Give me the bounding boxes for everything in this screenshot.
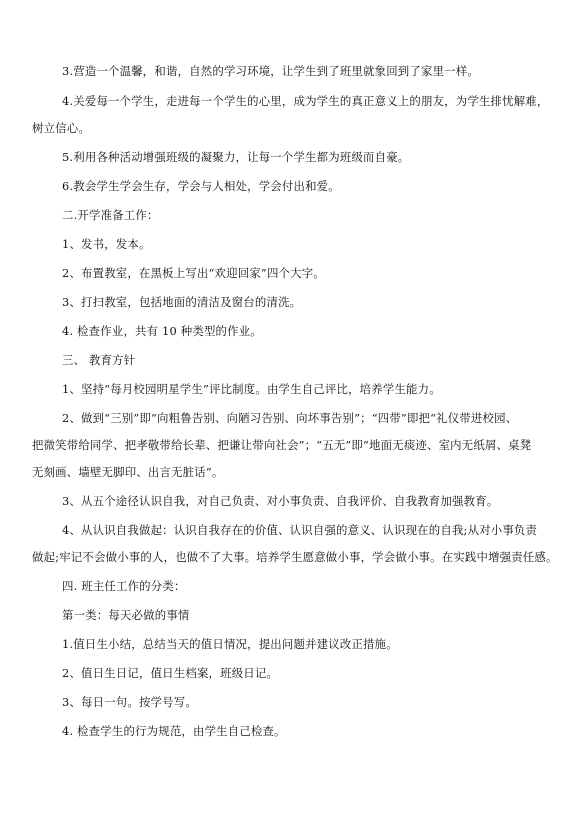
paragraph-goal-4-line-1: 4.关爱每一个学生，走进每一个学生的心里，成为学生的真正意义上的朋友，为学生排忧解难， (62, 94, 549, 108)
daily-item-1: 1.值日生小结，总结当天的值日情况，提出问题并建议改正措施。 (62, 637, 398, 651)
section-heading-preparation: 二.开学准备工作： (62, 208, 159, 222)
prep-item-2: 2、布置教室，在黑板上写出“欢迎回家”四个大字。 (62, 266, 325, 280)
paragraph-goal-4-line-2: 树立信心。 (32, 121, 90, 135)
daily-item-3: 3、每日一句。按学号写。 (62, 695, 197, 709)
policy-item-4-line-2: 做起;牢记不会做小事的人，也做不了大事。培养学生愿意做小事，学会做小事。在实践中增强责任感。 (32, 550, 558, 564)
paragraph-goal-3: 3.营造一个温馨，和谐，自然的学习环境，让学生到了班里就象回到了家里一样。 (62, 64, 479, 78)
daily-item-2: 2、值日生日记，值日生档案，班级日记。 (62, 666, 279, 680)
section-heading-work-categories: 四. 班主任工作的分类： (62, 579, 186, 593)
section-heading-education-policy: 三、 教育方针 (62, 353, 136, 367)
policy-item-3: 3、从五个途径认识自我，对自己负责、对小事负责、自我评价、自我教育加强教育。 (62, 494, 499, 508)
policy-item-2-line-2: 把微笑带给同学、把孝敬带给长辈、把谦让带向社会”；“五无”即“地面无痰迹、室内无纸屑、桌凳 (32, 438, 532, 452)
policy-item-1: 1、坚持“每月校园明星学生”评比制度。由学生自己评比，培养学生能力。 (62, 382, 441, 396)
prep-item-4: 4. 检查作业，共有 10 种类型的作业。 (62, 324, 262, 338)
policy-item-4-line-1: 4、从认识自我做起：认识自我存在的价值、认识自强的意义、认识现在的自我;从对小事负责 (62, 523, 538, 537)
policy-item-2-line-1: 2、做到“三别”即“向粗鲁告别、向陋习告别、向坏事告别”；“四带”即把“礼仪带进校园、 (62, 411, 518, 425)
daily-item-4: 4. 检查学生的行为规范，由学生自己检查。 (62, 724, 286, 738)
category-heading-daily: 第一类：每天必做的事情 (62, 608, 190, 622)
prep-item-3: 3、打扫教室，包括地面的清洁及窗台的清洗。 (62, 295, 302, 309)
prep-item-1: 1、发书，发本。 (62, 237, 151, 251)
policy-item-2-line-3: 无刻画、墙壁无脚印、出言无脏话”。 (32, 465, 224, 479)
paragraph-goal-5: 5.利用各种活动增强班级的凝聚力，让每一个学生都为班级而自豪。 (62, 150, 410, 164)
paragraph-goal-6: 6.教会学生学会生存，学会与人相处，学会付出和爱。 (62, 179, 340, 193)
